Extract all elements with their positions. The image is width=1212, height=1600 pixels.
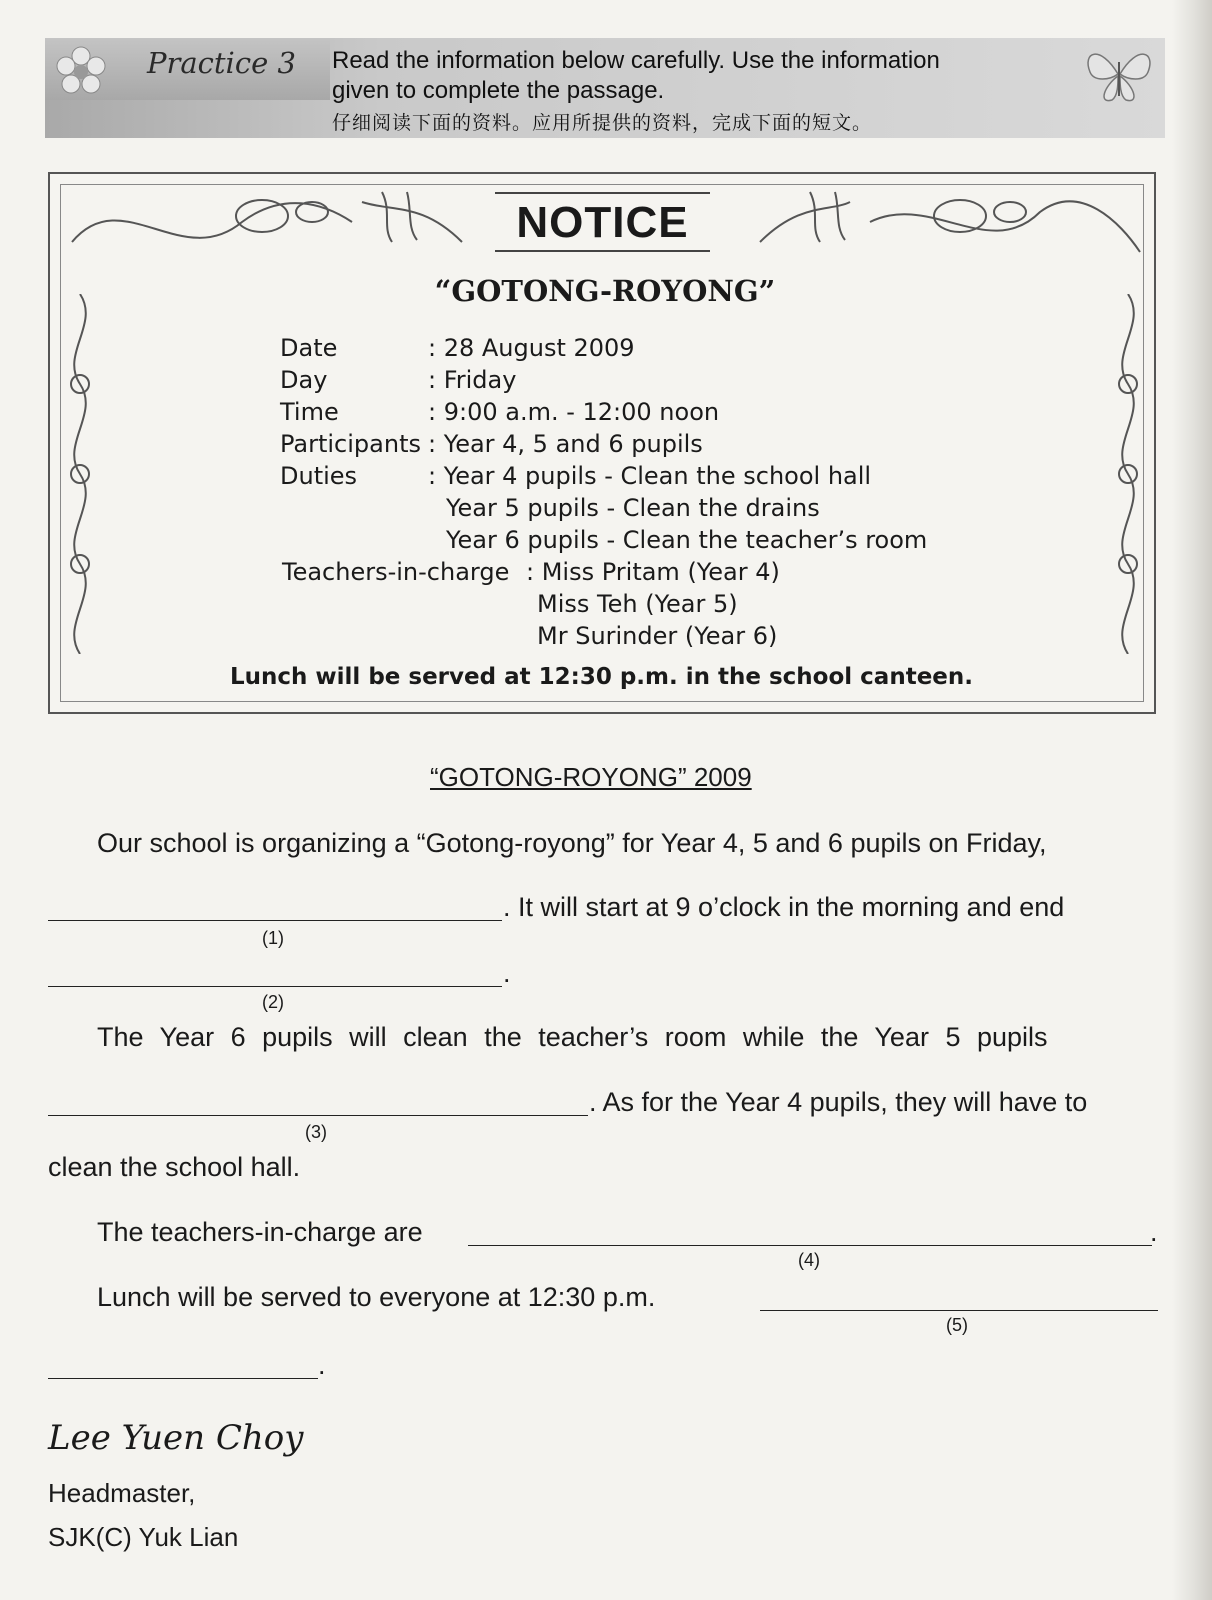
passage-line-3-end: . bbox=[503, 958, 511, 988]
passage-line-7: The teachers-in-charge are bbox=[97, 1217, 423, 1247]
answer-blank-5-continued[interactable] bbox=[48, 1378, 318, 1379]
practice-label: Practice 3 bbox=[147, 46, 296, 80]
answer-blank-5[interactable] bbox=[760, 1310, 1158, 1311]
instruction-line-2: given to complete the passage. bbox=[332, 77, 665, 104]
answer-blank-4[interactable] bbox=[468, 1245, 1152, 1246]
info-label: Date bbox=[280, 334, 338, 362]
swirl-ornament-right bbox=[750, 182, 1150, 272]
passage-line-6: clean the school hall. bbox=[48, 1152, 301, 1182]
passage-line-8: Lunch will be served to everyone at 12:30 p.m. bbox=[97, 1282, 656, 1312]
handwritten-signature: Lee Yuen Choy bbox=[48, 1418, 304, 1458]
flower-icon bbox=[51, 42, 111, 102]
passage-line-9-end: . bbox=[318, 1350, 326, 1380]
info-value: : Year 4 pupils - Clean the school hall bbox=[428, 462, 872, 490]
book-spine-shadow bbox=[1172, 0, 1212, 1600]
info-label: Duties bbox=[280, 462, 358, 490]
info-value: : Friday bbox=[428, 366, 517, 394]
blank-number-5: (5) bbox=[946, 1315, 968, 1335]
signature-school: SJK(C) Yuk Lian bbox=[48, 1522, 239, 1552]
info-values bbox=[428, 332, 927, 556]
notice-title: NOTICE bbox=[495, 192, 710, 252]
practice-header bbox=[45, 38, 1165, 138]
info-label: Time bbox=[280, 398, 339, 426]
info-label: Day bbox=[280, 366, 328, 394]
passage-title: “GOTONG-ROYONG” 2009 bbox=[430, 762, 752, 792]
passage-line-7-end: . bbox=[1150, 1217, 1158, 1247]
side-ornament-left bbox=[60, 294, 100, 654]
teachers-list bbox=[526, 556, 780, 652]
blank-number-4: (4) bbox=[798, 1250, 820, 1270]
blank-number-1: (1) bbox=[262, 928, 284, 948]
answer-blank-1[interactable] bbox=[48, 920, 502, 921]
instruction-chinese: 仔细阅读下面的资料。应用所提供的资料，完成下面的短文。 bbox=[332, 112, 873, 134]
swirl-ornament-left bbox=[62, 182, 482, 272]
info-value: : 9:00 a.m. - 12:00 noon bbox=[428, 398, 720, 426]
info-label: Participants bbox=[280, 430, 421, 458]
side-ornament-right bbox=[1108, 294, 1148, 654]
instruction-text bbox=[332, 46, 940, 106]
duty-year-6: Year 6 pupils - Clean the teacher’s room bbox=[446, 526, 928, 554]
notice-subtitle: “GOTONG-ROYONG” bbox=[434, 274, 776, 308]
teachers-label: Teachers-in-charge bbox=[282, 558, 510, 586]
teacher-name: Mr Surinder (Year 6) bbox=[537, 622, 778, 650]
info-value: : Year 4, 5 and 6 pupils bbox=[428, 430, 703, 458]
lunch-note: Lunch will be served at 12:30 p.m. in the school canteen. bbox=[230, 664, 974, 690]
teacher-name: Miss Teh (Year 5) bbox=[537, 590, 738, 618]
passage-line-5: . As for the Year 4 pupils, they will have to bbox=[589, 1087, 1088, 1117]
blank-number-3: (3) bbox=[305, 1122, 327, 1142]
answer-blank-3[interactable] bbox=[48, 1115, 588, 1116]
signature-role: Headmaster, bbox=[48, 1478, 196, 1508]
notice-box bbox=[48, 172, 1156, 714]
passage-line-1: Our school is organizing a “Gotong-royong” for Year 4, 5 and 6 pupils on Friday, bbox=[97, 828, 1047, 858]
instruction-line-1: Read the information below carefully. Use the information bbox=[332, 47, 940, 74]
butterfly-icon bbox=[1080, 38, 1158, 110]
duty-year-5: Year 5 pupils - Clean the drains bbox=[446, 494, 820, 522]
info-value: : 28 August 2009 bbox=[428, 334, 635, 362]
teacher-name: : Miss Pritam (Year 4) bbox=[526, 558, 780, 586]
answer-blank-2[interactable] bbox=[48, 986, 502, 987]
blank-number-2: (2) bbox=[262, 992, 284, 1012]
practice-tab bbox=[45, 38, 330, 100]
passage-line-2: . It will start at 9 o’clock in the morning and end bbox=[503, 892, 1065, 922]
info-labels bbox=[280, 332, 421, 492]
passage-line-4: The Year 6 pupils will clean the teacher’s room while the Year 5 pupils bbox=[97, 1022, 1048, 1052]
